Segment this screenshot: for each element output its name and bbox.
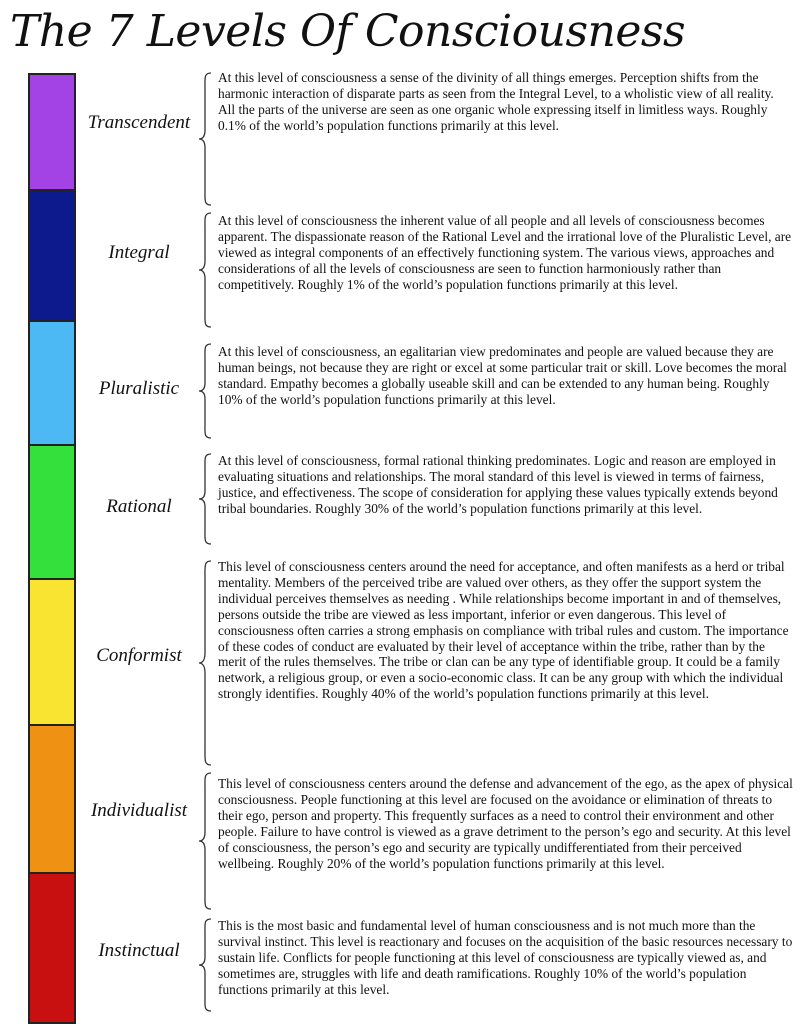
level-label-rational: Rational [106, 496, 172, 517]
level-description-integral: At this level of consciousness the inherent value of all people and all levels of consciousness becomes apparent. The dispassionate reason of the Rational Level and the irrational love of the Pluralistic Level, are viewed as integral components of an effectively functioning system. The various views, approaches and considerations of all the levels of consciousness are seen to function harmoniously rather than competitively. Roughly 1% of the world’s population functions primarily at this level. [218, 213, 792, 292]
color-band-instinctual [28, 872, 76, 1024]
page-title: The 7 Levels Of Consciousness [10, 6, 686, 57]
color-band-rational [28, 444, 76, 578]
color-band-conformist [28, 578, 76, 724]
level-description-rational: At this level of consciousness, formal rational thinking predominates. Logic and reason are employed in evaluating situations and relationships. The moral standard of this level is viewed in terms of fairness, justice, and effectiveness. The scope of consideration for applying these values typically extends beyond tribal boundaries. Roughly 30% of the world’s population functions primarily at this level. [218, 453, 778, 516]
level-label-transcendent: Transcendent [87, 112, 191, 133]
brace-transcendent [198, 72, 212, 206]
color-band-integral [28, 189, 76, 320]
brace-instinctual [198, 918, 212, 1012]
color-band-individualist [28, 724, 76, 872]
level-label-instinctual: Instinctual [98, 940, 180, 961]
brace-rational [198, 453, 212, 545]
brace-integral [198, 212, 212, 328]
level-label-individualist: Individualist [90, 800, 188, 821]
level-description-instinctual: This is the most basic and fundamental level of human consciousness and is not much more than the survival instinct. This level is reactionary and focuses on the acquisition of the basic resources necessary to sustain life. Conflicts for people functioning at this level of consciousness are typically viewed as, and sometimes are, struggles with life and death ramifications. Roughly 10% of the world’s population functions primarily at this level. [218, 918, 793, 997]
level-description-individualist: This level of consciousness centers around the defense and advancement of the ego, as the apex of physical consciousness. People functioning at this level are focused on the avoidance or elimination of threats to their ego, person and property. This frequently surfaces as a need to control their environment and other people. Failure to have control is viewed as a grave detriment to the person’s ego and security. At this level of consciousness, the person’s ego and security are typically undifferentiated from their perceived wellbeing. Roughly 20% of the world’s population functions primarily at this level. [218, 776, 793, 871]
level-label-pluralistic: Pluralistic [98, 378, 180, 399]
level-label-conformist: Conformist [96, 645, 182, 666]
brace-pluralistic [198, 343, 212, 439]
brace-conformist [198, 560, 212, 766]
level-description-conformist: This level of consciousness centers around the need for acceptance, and often manifests as a herd or tribal mentality. Members of the perceived tribe are valued over others, as they offer the support system the individual perceives themselves as needing . While relationships become important in and of themselves, persons outside the tribe are viewed as less important, inferior or even dangerous. This level of consciousness often carries a strong emphasis on compliance with tribal rules and custom. The importance of these codes of conduct are evaluated by their level of acceptance within the tribe, rather than by the merit of the rules themselves. The tribe or clan can be any type of identifiable group. It could be a family network, a religious group, or even a socio-economic class. It can be any group with which the individual strongly identifies. Roughly 40% of the world’s population functions primarily at this level. [218, 559, 789, 702]
color-band-pluralistic [28, 320, 76, 444]
color-band-transcendent [28, 73, 76, 189]
level-description-transcendent: At this level of consciousness a sense of the divinity of all things emerges. Perception shifts from the harmonic interaction of disparate parts as seen from the Integral Level, to a wholistic view of all reality. All the parts of the universe are seen as one organic whole expressing itself in limitless ways. Roughly 0.1% of the world’s population functions primarily at this level. [218, 70, 774, 133]
level-label-integral: Integral [108, 242, 170, 263]
level-description-pluralistic: At this level of consciousness, an egalitarian view predominates and people are valued because they are human beings, not because they are right or excel at some particular trait or skill. Love becomes the moral standard. Empathy becomes a globally useable skill and can be extended to any human being. Roughly 10% of the world’s population functions primarily at this level. [218, 344, 787, 407]
brace-individualist [198, 772, 212, 910]
